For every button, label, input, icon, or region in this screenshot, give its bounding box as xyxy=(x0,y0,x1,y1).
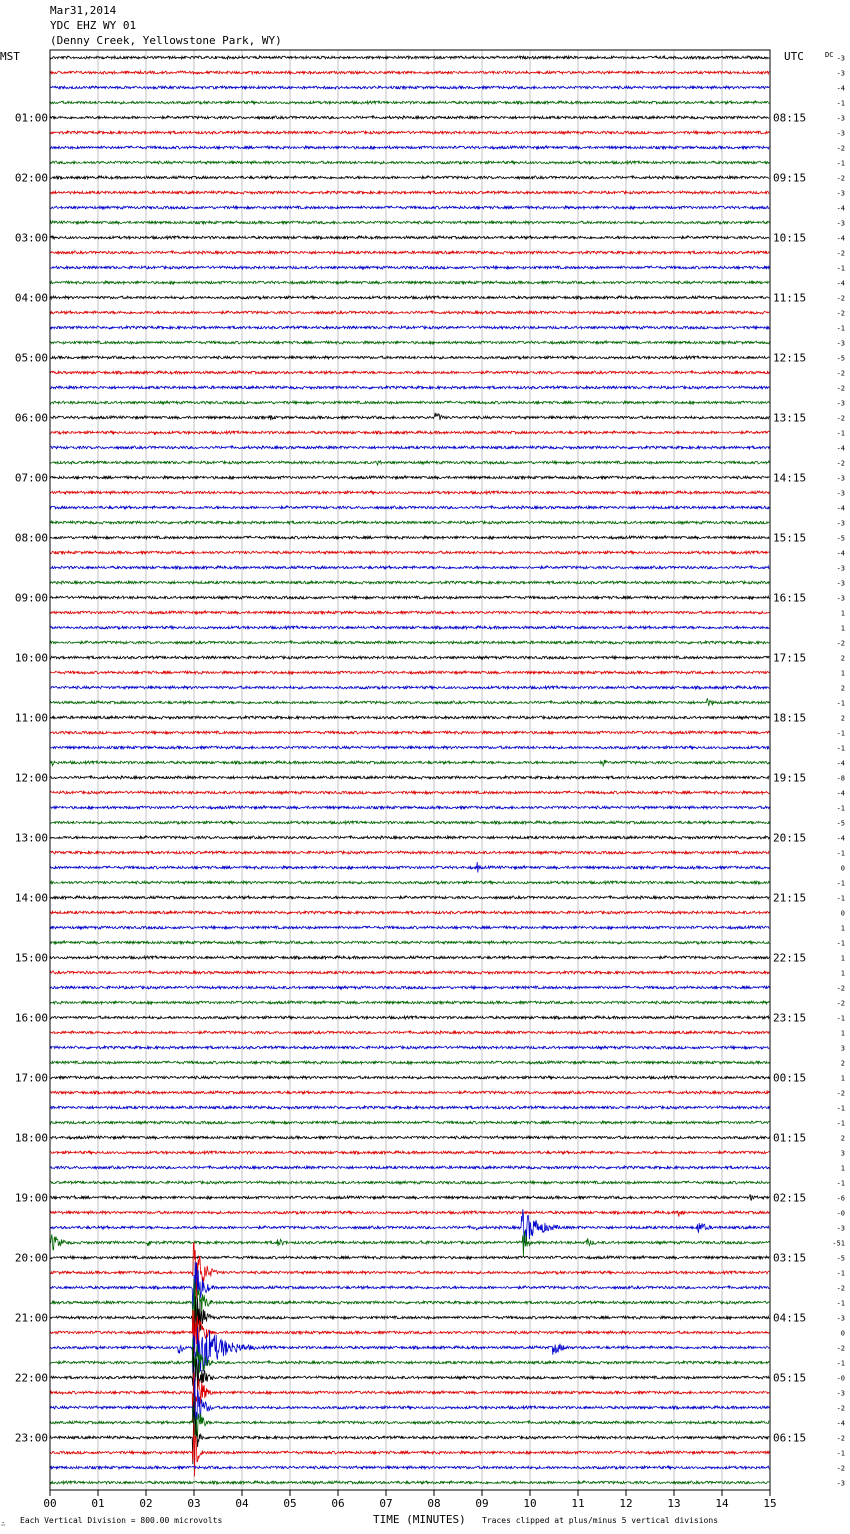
dc-offset-label: -3 xyxy=(836,519,845,528)
trace-line xyxy=(50,881,769,884)
trace-line xyxy=(50,521,769,524)
trace-line xyxy=(50,1061,769,1064)
dc-offset-label: -5 xyxy=(836,534,845,543)
dc-offset-label: -4 xyxy=(836,789,845,798)
dc-offset-label: 1 xyxy=(840,1164,845,1173)
trace-line xyxy=(50,386,769,389)
left-hour-label: 22:00 xyxy=(14,1371,48,1385)
dc-offset-label: -3 xyxy=(836,489,845,498)
trace-line xyxy=(50,1046,769,1049)
x-tick-label: 05 xyxy=(283,1497,297,1510)
trace-line xyxy=(50,1181,769,1184)
dc-offset-label: -1 xyxy=(836,1449,845,1458)
trace-line xyxy=(50,641,769,644)
dc-offset-label: -2 xyxy=(836,1464,845,1473)
trace-line xyxy=(50,431,769,435)
right-hour-label: 19:15 xyxy=(773,771,807,785)
left-hour-label: 03:00 xyxy=(14,231,48,245)
dc-offset-label: 0 xyxy=(840,1329,845,1338)
trace-line xyxy=(50,341,769,344)
right-hour-label: 13:15 xyxy=(773,411,807,425)
trace-line xyxy=(50,1242,769,1298)
scale-note: Each Vertical Division = 800.00 microvolts xyxy=(20,1516,223,1525)
trace-line xyxy=(50,611,769,614)
right-hour-label: 01:15 xyxy=(773,1131,807,1145)
left-hour-label: 01:00 xyxy=(14,111,48,125)
dc-offset-label: -1 xyxy=(836,1104,845,1113)
trace-line xyxy=(50,191,769,194)
dc-offset-label: -4 xyxy=(836,504,845,513)
dc-offset-label: -2 xyxy=(836,459,845,468)
dc-offset-label: 0 xyxy=(840,909,845,918)
trace-line xyxy=(50,1076,769,1079)
left-hour-label: 12:00 xyxy=(14,771,48,785)
trace-line xyxy=(50,551,769,554)
left-timezone-label: MST xyxy=(0,50,20,63)
trace-line xyxy=(50,251,769,254)
trace-line xyxy=(50,716,769,719)
trace-line xyxy=(50,146,769,149)
dc-offset-label: 2 xyxy=(840,1059,845,1068)
x-tick-label: 02 xyxy=(139,1497,153,1510)
dc-offset-label: -1 xyxy=(836,699,845,708)
dc-offset-label: -2 xyxy=(836,249,845,258)
trace-line xyxy=(50,1106,769,1109)
dc-offset-label: -2 xyxy=(836,174,845,183)
dc-offset-label: -5 xyxy=(836,819,845,828)
trace-line xyxy=(50,1396,769,1437)
trace-line xyxy=(50,461,769,466)
dc-offset-label: -3 xyxy=(836,339,845,348)
dc-offset-label: -1 xyxy=(836,729,845,738)
right-hour-label: 03:15 xyxy=(773,1251,807,1265)
x-tick-label: 12 xyxy=(619,1497,633,1510)
trace-line xyxy=(50,413,769,421)
right-hour-label: 00:15 xyxy=(773,1071,807,1085)
trace-line xyxy=(50,1347,769,1404)
trace-line xyxy=(50,1031,769,1034)
trace-line xyxy=(50,1481,769,1485)
right-hour-label: 02:15 xyxy=(773,1191,807,1205)
dc-offset-label: -2 xyxy=(836,384,845,393)
dc-offset-label: -1 xyxy=(836,1359,845,1368)
left-hour-label: 20:00 xyxy=(14,1251,48,1265)
trace-line xyxy=(50,1262,769,1312)
dc-offset-label: 1 xyxy=(840,669,845,678)
trace-line xyxy=(50,986,769,989)
dc-offset-label: -4 xyxy=(836,834,845,843)
x-axis xyxy=(43,1490,776,1510)
x-tick-label: 11 xyxy=(571,1497,585,1510)
dc-offset-label: 1 xyxy=(840,1029,845,1038)
trace-line xyxy=(50,1166,769,1169)
left-hour-label: 19:00 xyxy=(14,1191,48,1205)
dc-offset-label: -1 xyxy=(836,1179,845,1188)
left-hour-label: 07:00 xyxy=(14,471,48,485)
trace-line xyxy=(50,401,769,404)
dc-offset-label: -1 xyxy=(836,99,845,108)
dc-offset-label: -3 xyxy=(836,1224,845,1233)
dc-offset-label: -1 xyxy=(836,264,845,273)
dc-offset-label: -3 xyxy=(836,564,845,573)
trace-line xyxy=(50,176,769,179)
trace-line xyxy=(50,86,769,89)
trace-line xyxy=(50,491,769,494)
dc-offset-label: -3 xyxy=(836,1389,845,1398)
dc-offset-label: -1 xyxy=(836,849,845,858)
x-tick-label: 10 xyxy=(523,1497,537,1510)
x-axis-title: TIME (MINUTES) xyxy=(373,1513,466,1526)
trace-line xyxy=(50,821,769,824)
x-tick-label: 01 xyxy=(91,1497,105,1510)
left-hour-label: 17:00 xyxy=(14,1071,48,1085)
trace-line xyxy=(50,1338,769,1376)
left-hour-label: 11:00 xyxy=(14,711,48,725)
trace-line xyxy=(50,731,769,734)
dc-offset-label: -1 xyxy=(836,429,845,438)
x-tick-label: 04 xyxy=(235,1497,249,1510)
right-hour-label: 09:15 xyxy=(773,171,807,185)
right-hour-label: 04:15 xyxy=(773,1311,807,1325)
trace-line xyxy=(50,1327,769,1381)
x-tick-label: 00 xyxy=(43,1497,57,1510)
trace-line xyxy=(50,1211,769,1217)
dc-offset-label: -2 xyxy=(836,144,845,153)
dc-offset-label: -2 xyxy=(836,1404,845,1413)
trace-line xyxy=(50,1194,769,1200)
dc-offset-label: 1 xyxy=(840,624,845,633)
x-tick-label: 13 xyxy=(667,1497,681,1510)
dc-offset-label: -4 xyxy=(836,549,845,558)
trace-line xyxy=(50,56,769,59)
dc-offset-label: -2 xyxy=(836,639,845,648)
dc-offset-label: -3 xyxy=(836,69,845,78)
trace-line xyxy=(50,161,769,164)
dc-offset-label: -8 xyxy=(836,774,845,783)
trace-line xyxy=(50,806,769,809)
dc-offset-label: -1 xyxy=(836,1119,845,1128)
dc-offset-label: -3 xyxy=(836,474,845,483)
chart-date: Mar31,2014 xyxy=(50,4,117,17)
left-hour-label: 06:00 xyxy=(14,411,48,425)
dc-offset-label: 2 xyxy=(840,684,845,693)
trace-line xyxy=(50,536,769,539)
trace-line xyxy=(50,71,769,74)
right-hour-label: 15:15 xyxy=(773,531,807,545)
dc-offset-label: -2 xyxy=(836,414,845,423)
dc-offset-label: 1 xyxy=(840,924,845,933)
dc-offset-label: 2 xyxy=(840,714,845,723)
right-hour-label: 12:15 xyxy=(773,351,807,365)
dc-offset-label: -3 xyxy=(836,54,845,63)
right-hour-label: 23:15 xyxy=(773,1011,807,1025)
dc-offset-label: -3 xyxy=(836,399,845,408)
trace-line xyxy=(50,896,769,899)
dc-offset-label: 1 xyxy=(840,1074,845,1083)
x-tick-label: 03 xyxy=(187,1497,201,1510)
dc-offset-label: -4 xyxy=(836,759,845,768)
dc-offset-label: -6 xyxy=(836,1194,845,1203)
right-hour-label: 17:15 xyxy=(773,651,807,665)
right-hour-label: 16:15 xyxy=(773,591,807,605)
dc-offset-label: -1 xyxy=(836,159,845,168)
right-hour-label: 14:15 xyxy=(773,471,807,485)
dc-offset-label: -3 xyxy=(836,594,845,603)
right-hour-label: 18:15 xyxy=(773,711,807,725)
trace-line xyxy=(50,116,769,119)
dc-offset-label: -1 xyxy=(836,894,845,903)
dc-offset-label: -3 xyxy=(836,189,845,198)
trace-line xyxy=(50,1378,769,1434)
left-hour-label: 04:00 xyxy=(14,291,48,305)
right-hour-label: 21:15 xyxy=(773,891,807,905)
dc-offset-label: -4 xyxy=(836,279,845,288)
trace-line xyxy=(50,1001,769,1004)
trace-line xyxy=(50,656,769,659)
right-hour-label: 22:15 xyxy=(773,951,807,965)
trace-line xyxy=(50,1151,769,1154)
dc-offset-label: 1 xyxy=(840,969,845,978)
dc-offset-label: -51 xyxy=(832,1239,845,1248)
dc-offset-label: -0 xyxy=(836,1209,845,1218)
trace-line xyxy=(50,266,769,269)
trace-line xyxy=(50,926,769,929)
right-hour-label: 11:15 xyxy=(773,291,807,305)
x-tick-label: 14 xyxy=(715,1497,729,1510)
dc-offset-label: -4 xyxy=(836,444,845,453)
trace-line xyxy=(50,581,769,584)
trace-line xyxy=(50,791,769,794)
dc-offset-label: -3 xyxy=(836,1479,845,1488)
x-tick-label: 15 xyxy=(763,1497,777,1510)
dc-offset-label: -5 xyxy=(836,1254,845,1263)
dc-header-label: DC xyxy=(825,51,834,59)
left-hour-label: 18:00 xyxy=(14,1131,48,1145)
x-tick-label: 06 xyxy=(331,1497,345,1510)
dc-offset-label: -2 xyxy=(836,1344,845,1353)
dc-offset-label: 1 xyxy=(840,954,845,963)
trace-line xyxy=(50,1136,769,1139)
trace-line xyxy=(50,1121,769,1124)
dc-offset-label: -1 xyxy=(836,1269,845,1278)
trace-line xyxy=(50,760,769,766)
dc-offset-label: 3 xyxy=(840,1149,845,1158)
trace-line xyxy=(50,566,769,569)
trace-line xyxy=(50,281,769,284)
trace-line xyxy=(50,296,769,299)
left-hour-label: 15:00 xyxy=(14,951,48,965)
chart-title: YDC EHZ WY 01 xyxy=(50,19,137,32)
trace-line xyxy=(50,671,769,674)
trace-line xyxy=(50,851,769,854)
dc-offset-label: -3 xyxy=(836,129,845,138)
trace-line xyxy=(50,1091,769,1094)
right-hour-label: 05:15 xyxy=(773,1371,807,1385)
trace-line xyxy=(50,686,769,689)
trace-line xyxy=(50,746,769,749)
dc-offset-label: -2 xyxy=(836,999,845,1008)
trace-line xyxy=(50,311,769,314)
trace-line xyxy=(50,1466,769,1469)
dc-offset-label: 2 xyxy=(840,654,845,663)
trace-line xyxy=(50,1231,769,1257)
trace-line xyxy=(50,776,769,779)
dc-offset-label: 0 xyxy=(840,864,845,873)
trace-line xyxy=(50,1016,769,1019)
dc-offset-label: -1 xyxy=(836,804,845,813)
trace-line xyxy=(50,941,769,944)
dc-offset-label: -3 xyxy=(836,114,845,123)
dc-offset-label: -2 xyxy=(836,1284,845,1293)
dc-offset-label: -1 xyxy=(836,1014,845,1023)
left-hour-labels xyxy=(15,112,48,1445)
trace-line xyxy=(50,699,769,706)
dc-offset-label: -1 xyxy=(836,744,845,753)
x-tick-label: 08 xyxy=(427,1497,441,1510)
trace-line xyxy=(50,326,769,329)
left-hour-label: 10:00 xyxy=(14,651,48,665)
dc-offset-label: -2 xyxy=(836,369,845,378)
right-hour-labels xyxy=(773,112,806,1445)
chart-location: (Denny Creek, Yellowstone Park, WY) xyxy=(50,34,282,47)
trace-line xyxy=(50,956,769,959)
dc-offset-label: -1 xyxy=(836,879,845,888)
dc-offset-label: 1 xyxy=(840,609,845,618)
dc-offset-label: -2 xyxy=(836,1434,845,1443)
dc-offset-label: 2 xyxy=(840,1134,845,1143)
dc-offset-label: -1 xyxy=(836,324,845,333)
dc-offset-label: -0 xyxy=(836,1374,845,1383)
left-hour-label: 21:00 xyxy=(14,1311,48,1325)
right-hour-label: 10:15 xyxy=(773,231,807,245)
trace-line xyxy=(50,911,769,914)
trace-line xyxy=(50,371,769,374)
left-hour-label: 14:00 xyxy=(14,891,48,905)
x-tick-label: 09 xyxy=(475,1497,489,1510)
dc-offset-label: -2 xyxy=(836,984,845,993)
trace-line xyxy=(50,356,769,359)
dc-offset-label: -1 xyxy=(836,1299,845,1308)
trace-line xyxy=(50,1402,769,1464)
trace-line xyxy=(50,626,769,629)
right-hour-label: 20:15 xyxy=(773,831,807,845)
dc-offset-label: -2 xyxy=(836,1089,845,1098)
dc-offset-label: -4 xyxy=(836,204,845,213)
trace-group xyxy=(50,56,769,1485)
dc-offset-label: -5 xyxy=(836,354,845,363)
dc-offset-label: -1 xyxy=(836,939,845,948)
x-tick-label: 07 xyxy=(379,1497,393,1510)
trace-line xyxy=(50,206,769,209)
right-hour-label: 06:15 xyxy=(773,1431,807,1445)
dc-offset-label: 3 xyxy=(840,1044,845,1053)
dc-offset-label: -4 xyxy=(836,234,845,243)
left-hour-label: 16:00 xyxy=(14,1011,48,1025)
trace-line xyxy=(50,1256,769,1259)
trace-line xyxy=(50,101,769,104)
left-hour-label: 13:00 xyxy=(14,831,48,845)
trace-line xyxy=(50,446,769,449)
trace-line xyxy=(50,236,769,239)
dc-offset-label: -4 xyxy=(836,84,845,93)
trace-line xyxy=(50,596,769,599)
trace-line xyxy=(50,131,769,134)
left-hour-label: 08:00 xyxy=(14,531,48,545)
dc-offset-label: -2 xyxy=(836,294,845,303)
dc-offset-label: -3 xyxy=(836,219,845,228)
dc-offset-label: -2 xyxy=(836,309,845,318)
left-hour-label: 23:00 xyxy=(14,1431,48,1445)
trace-line xyxy=(50,862,769,872)
dc-offset-label: -3 xyxy=(836,1314,845,1323)
dc-offset-labels xyxy=(832,55,845,1488)
right-timezone-label: UTC xyxy=(784,50,804,63)
left-hour-label: 09:00 xyxy=(14,591,48,605)
left-hour-label: 05:00 xyxy=(14,351,48,365)
left-hour-label: 02:00 xyxy=(14,171,48,185)
corner-mark-icon: ∴ xyxy=(1,1520,6,1528)
trace-line xyxy=(50,1209,769,1243)
trace-line xyxy=(50,836,769,839)
trace-line xyxy=(50,971,769,974)
dc-offset-label: -3 xyxy=(836,579,845,588)
trace-line xyxy=(50,221,769,224)
trace-line xyxy=(50,476,769,479)
dc-offset-label: -4 xyxy=(836,1419,845,1428)
clip-note: Traces clipped at plus/minus 5 vertical divisions xyxy=(482,1516,719,1525)
right-hour-label: 08:15 xyxy=(773,111,807,125)
trace-line xyxy=(50,1372,769,1423)
trace-line xyxy=(50,506,769,509)
